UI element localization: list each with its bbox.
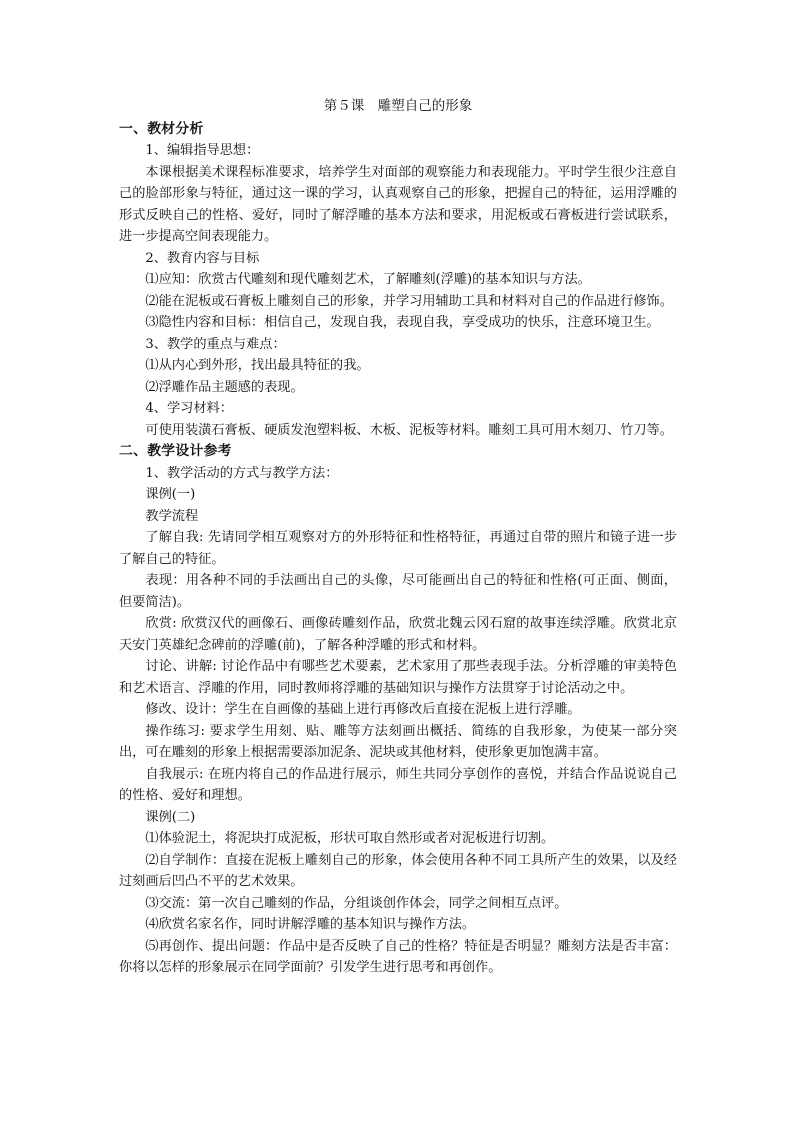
paragraph: ⑶隐性内容和目标：相信自己，发现自我，表现自我，享受成功的快乐，注意环境卫生。 <box>145 315 660 330</box>
paragraph: ⑴体验泥土，将泥块打成泥板，形状可取自然形或者对泥板进行切割。 <box>145 831 555 846</box>
paragraph: 欣赏: 欣赏汉代的画像石、画像砖雕刻作品，欣赏北魏云冈石窟的故事连续浮雕。欣赏北京天安门英雄纪念碑前的浮雕(前)，了解各种浮雕的形式和材料。 <box>119 616 677 653</box>
paragraph: 讨论、讲解: 讨论作品中有哪些艺术要素，艺术家用了那些表现手法。分析浮雕的审美特色和艺术语言、浮雕的作用，同时教师将浮雕的基础知识与操作方法贯穿于讨论活动之中。 <box>119 659 677 696</box>
paragraph: ⑷欣赏名家名作，同时讲解浮雕的基本知识与操作方法。 <box>145 917 476 932</box>
paragraph: 课例(二) <box>145 809 196 825</box>
paragraph: ⑵浮雕作品主题感的表现。 <box>145 379 304 395</box>
section-heading-textbook-analysis: 一、教材分析 <box>119 120 204 137</box>
paragraph: 本课根据美术课程标准要求，培养学生对面部的观察能力和表现能力。平时学生很少注意自己的脸部形象与特征，通过这一课的学习，认真观察自己的形象，把握自己的特征，运用浮雕的形式反映自己的性格、爱好，同时了解浮雕的基本方法和要求，用泥板或石膏板进行尝试联系，进一步提高空间表现能力。 <box>119 164 677 244</box>
paragraph: 课例(一) <box>145 487 196 502</box>
paragraph: 3、教学的重点与难点： <box>145 336 286 352</box>
paragraph: ⑴应知：欣赏古代雕刻和现代雕刻艺术，了解雕刻(浮雕)的基本知识与方法。 <box>145 272 591 287</box>
section-heading-teaching-design: 二、教学设计参考 <box>119 443 232 459</box>
paragraph: 2、教育内容与目标 <box>145 250 260 266</box>
paragraph: ⑵能在泥板或石膏板上雕刻自己的形象，并学习用辅助工具和材料对自己的作品进行修饰。 <box>145 293 673 309</box>
paragraph: ⑶交流：第一次自己雕刻的作品，分组谈创作体会，同学之间相互点评。 <box>145 895 568 911</box>
lesson-title: 第５课 雕塑自己的形象 <box>323 98 473 114</box>
paragraph: 4、学习材料： <box>145 401 233 416</box>
paragraph: 了解自我: 先请同学相互观察对方的外形特征和性格特征，再通过自带的照片和镜子进一步了解自己的特征。 <box>119 530 677 567</box>
paragraph: 1、教学活动的方式与教学方法： <box>145 465 339 481</box>
document-page <box>119 96 677 979</box>
paragraph: 操作练习: 要求学生用刻、贴、雕等方法刻画出概括、简练的自我形象，为使某一部分突出，可在雕刻的形象上根据需要添加泥条、泥块或其他材料，使形象更加饱满丰富。 <box>119 723 677 760</box>
paragraph: 表现：用各种不同的手法画出自己的头像，尽可能画出自己的特征和性格(可正面、侧面，但要简洁)。 <box>119 573 677 610</box>
paragraph: ⑴从内心到外形，找出最具特征的我。 <box>145 358 370 373</box>
paragraph: 教学流程 <box>145 508 199 524</box>
paragraph: ⑸再创作、提出问题：作品中是否反映了自己的性格？特征是否明显？雕刻方法是否丰富：你将以怎样的形象展示在同学面前？引发学生进行思考和再创作。 <box>119 938 677 975</box>
paragraph: 可使用装潢石膏板、硬质发泡塑料板、木板、泥板等材料。雕刻工具可用木刻刀、竹刀等。 <box>145 422 673 438</box>
paragraph: 自我展示: 在班内将自己的作品进行展示，师生共同分享创作的喜悦，并结合作品说说自己的性格、爱好和理想。 <box>119 766 677 803</box>
paragraph: 修改、设计：学生在自画像的基础上进行再修改后直接在泥板上进行浮雕。 <box>145 702 581 717</box>
paragraph: 1、编辑指导思想： <box>145 143 260 158</box>
paragraph: ⑵自学制作：直接在泥板上雕刻自己的形象，体会使用各种不同工具所产生的效果，以及经过刻画后凹凸不平的艺术效果。 <box>119 852 677 889</box>
